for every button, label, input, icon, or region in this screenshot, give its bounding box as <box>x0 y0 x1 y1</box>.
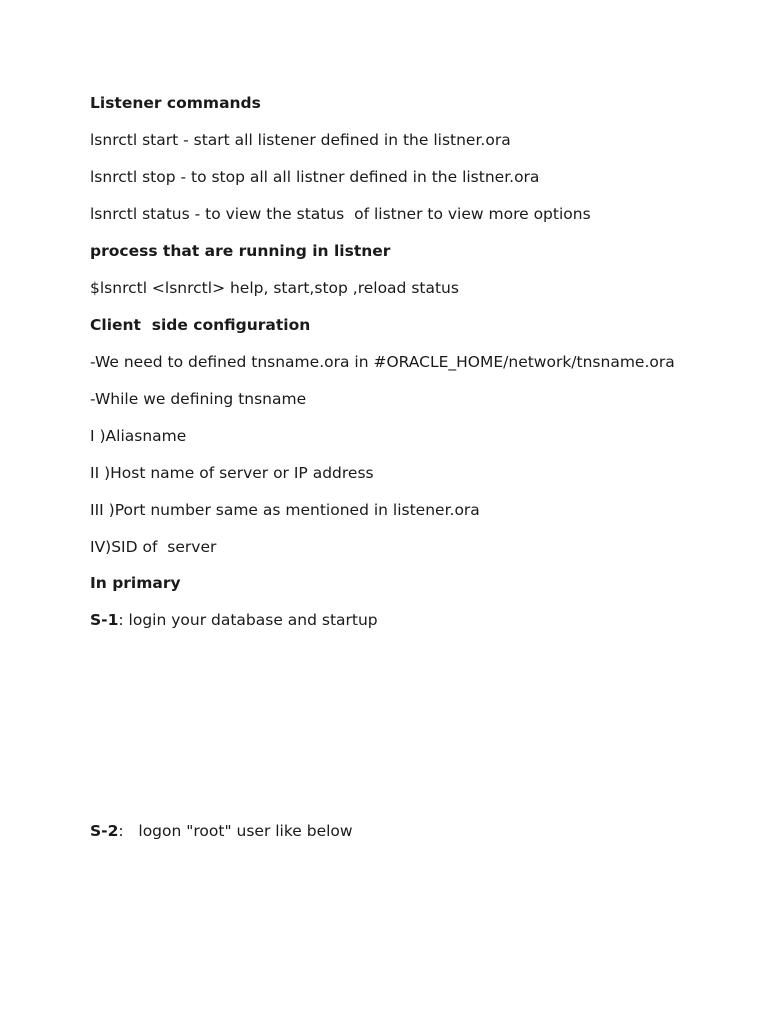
step-1-text: : login your database and startup <box>118 611 378 629</box>
list-item-aliasname: I )Aliasname <box>90 427 187 445</box>
heading-in-primary: In primary <box>90 574 181 592</box>
text-lsnrctl-status: lsnrctl status - to view the status of listner to view more options <box>90 205 591 223</box>
text-lsnrctl-start: lsnrctl start - start all listener defined in the listner.ora <box>90 131 511 149</box>
heading-listener-commands: Listener commands <box>90 94 261 112</box>
step-1-label: S-1 <box>90 611 119 629</box>
step-2-text: : logon "root" user like below <box>118 822 353 840</box>
step-1 <box>90 610 378 630</box>
text-client-line-1: -We need to defined tnsname.ora in #ORACLE_HOME/network/tnsname.ora <box>90 353 675 371</box>
text-client-line-2: -While we defining tnsname <box>90 390 307 408</box>
heading-client-config: Client side configuration <box>90 316 311 334</box>
heading-process: process that are running in listner <box>90 242 391 260</box>
step-2 <box>90 821 353 841</box>
list-item-sid: IV)SID of server <box>90 538 217 556</box>
text-lsnrctl-prompt: $lsnrctl <lsnrctl> help, start,stop ,reload status <box>90 279 459 297</box>
step-2-label: S-2 <box>90 822 119 840</box>
list-item-port: III )Port number same as mentioned in listener.ora <box>90 501 480 519</box>
text-lsnrctl-stop: lsnrctl stop - to stop all all listner defined in the listner.ora <box>90 168 540 186</box>
list-item-host: II )Host name of server or IP address <box>90 464 374 482</box>
